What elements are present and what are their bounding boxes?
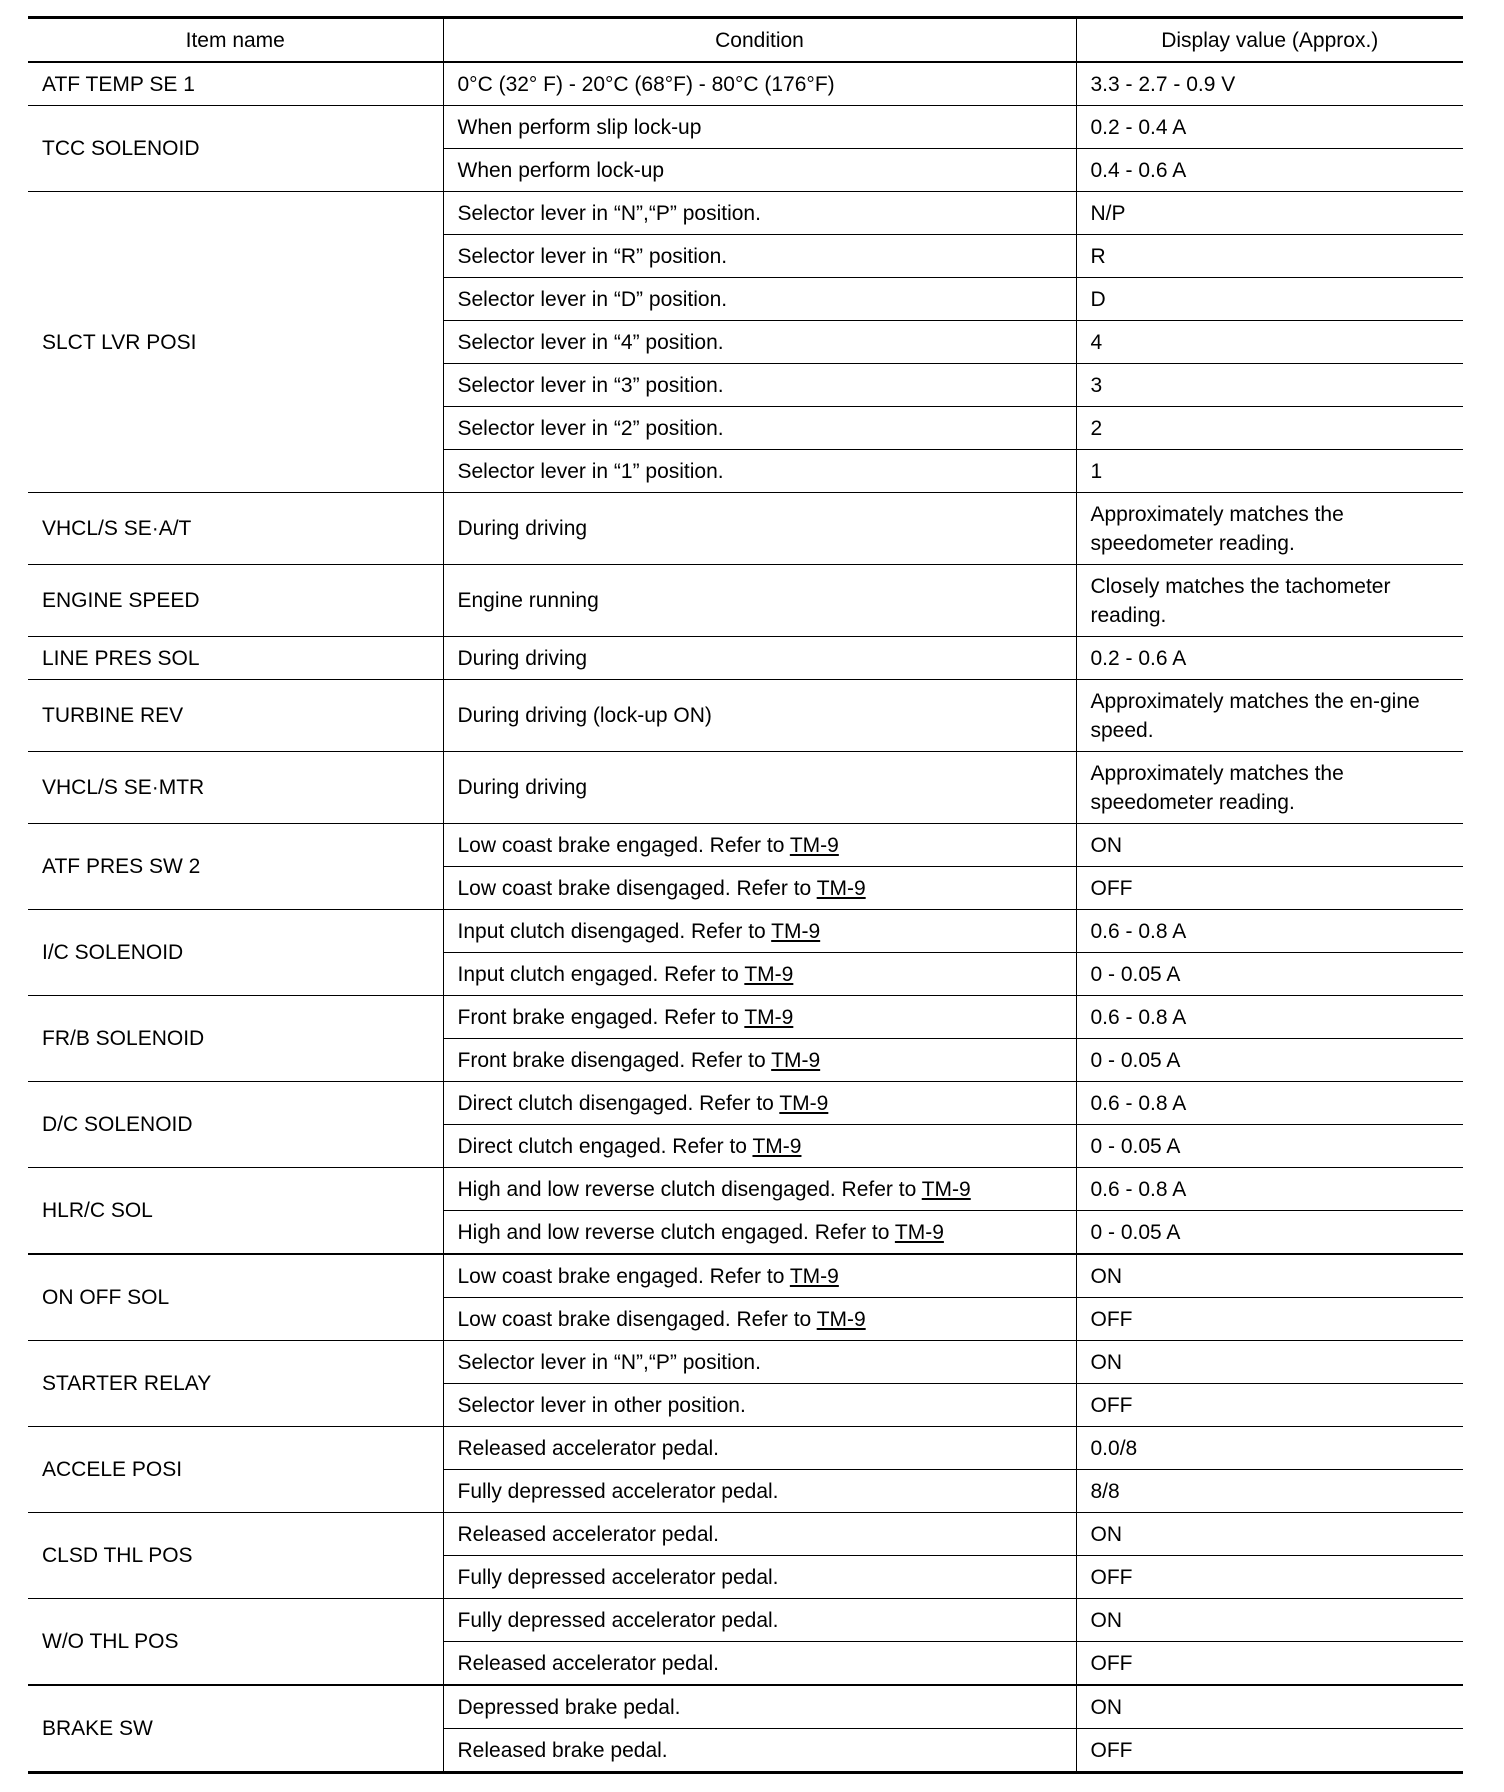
value-cell: D [1076,278,1463,321]
condition-text: Front brake engaged. Refer to [457,1005,739,1029]
table-row [28,1082,1463,1125]
reference-link[interactable]: TM-9 [744,962,794,986]
header-display-value: Display value (Approx.) [1076,18,1463,63]
condition-cell: Selector lever in “1” position. [443,450,1076,493]
condition-cell [443,996,1076,1039]
reference-link[interactable]: TM-9 [771,919,821,943]
table-row [28,1685,1463,1729]
table-row [28,1599,1463,1642]
value-cell: 0.6 - 0.8 A [1076,1082,1463,1125]
value-cell: 8/8 [1076,1470,1463,1513]
condition-cell: Selector lever in “3” position. [443,364,1076,407]
condition-cell: Fully depressed accelerator pedal. [443,1556,1076,1599]
item-name-cell: SLCT LVR POSI [28,192,443,493]
condition-cell: Released accelerator pedal. [443,1513,1076,1556]
condition-cell: Fully depressed accelerator pedal. [443,1470,1076,1513]
condition-cell: Fully depressed accelerator pedal. [443,1599,1076,1642]
condition-cell: Selector lever in “N”,“P” position. [443,1341,1076,1384]
value-cell: 1 [1076,450,1463,493]
value-cell: 2 [1076,407,1463,450]
item-name-cell: D/C SOLENOID [28,1082,443,1168]
condition-cell: During driving (lock-up ON) [443,680,1076,752]
item-name-cell: I/C SOLENOID [28,910,443,996]
table-row [28,996,1463,1039]
data-monitor-table-container [28,16,1463,1774]
condition-cell: Released accelerator pedal. [443,1642,1076,1686]
header-condition: Condition [443,18,1076,63]
condition-cell: Released brake pedal. [443,1729,1076,1773]
item-name-cell: CLSD THL POS [28,1513,443,1599]
table-row [28,637,1463,680]
condition-cell: During driving [443,752,1076,824]
reference-link[interactable]: TM-9 [752,1134,802,1158]
value-cell: Closely matches the tachometer reading. [1076,565,1463,637]
table-row [28,1513,1463,1556]
condition-text: High and low reverse clutch engaged. Refer to [457,1220,890,1244]
value-cell: ON [1076,824,1463,867]
condition-text: High and low reverse clutch disengaged. Refer to [457,1177,917,1201]
table-row [28,192,1463,235]
condition-cell: During driving [443,637,1076,680]
value-cell: OFF [1076,1298,1463,1341]
condition-text: Low coast brake engaged. Refer to [457,1264,785,1288]
condition-cell [443,867,1076,910]
condition-text: Input clutch engaged. Refer to [457,962,739,986]
condition-cell [443,1125,1076,1168]
value-cell: 0.6 - 0.8 A [1076,910,1463,953]
item-name-cell: ENGINE SPEED [28,565,443,637]
condition-text: Direct clutch engaged. Refer to [457,1134,747,1158]
reference-link[interactable]: TM-9 [894,1220,944,1244]
table-row [28,106,1463,149]
item-name-cell: ACCELE POSI [28,1427,443,1513]
reference-link[interactable]: TM-9 [789,833,839,857]
condition-cell [443,910,1076,953]
table-row [28,1341,1463,1384]
condition-text: Input clutch disengaged. Refer to [457,919,766,943]
header-row [28,18,1463,63]
item-name-cell: LINE PRES SOL [28,637,443,680]
condition-cell: Selector lever in “4” position. [443,321,1076,364]
reference-link[interactable]: TM-9 [921,1177,971,1201]
value-cell: 0.6 - 0.8 A [1076,1168,1463,1211]
value-cell: 0 - 0.05 A [1076,1211,1463,1255]
data-monitor-table [28,16,1463,1774]
value-cell: ON [1076,1513,1463,1556]
table-row [28,1254,1463,1298]
condition-cell [443,1168,1076,1211]
condition-cell: Engine running [443,565,1076,637]
table-row [28,680,1463,752]
item-name-cell: ON OFF SOL [28,1254,443,1341]
reference-link[interactable]: TM-9 [816,1307,866,1331]
reference-link[interactable]: TM-9 [771,1048,821,1072]
table-row [28,62,1463,106]
item-name-cell: BRAKE SW [28,1685,443,1773]
item-name-cell: W/O THL POS [28,1599,443,1686]
item-name-cell: STARTER RELAY [28,1341,443,1427]
table-row [28,910,1463,953]
value-cell: ON [1076,1599,1463,1642]
condition-cell: Selector lever in other position. [443,1384,1076,1427]
value-cell: R [1076,235,1463,278]
value-cell: 0.4 - 0.6 A [1076,149,1463,192]
value-cell: 0.6 - 0.8 A [1076,996,1463,1039]
condition-cell: 0°C (32° F) - 20°C (68°F) - 80°C (176°F) [443,62,1076,106]
table-row [28,565,1463,637]
reference-link[interactable]: TM-9 [744,1005,794,1029]
condition-text: Low coast brake disengaged. Refer to [457,1307,812,1331]
reference-link[interactable]: TM-9 [789,1264,839,1288]
value-cell: 0.2 - 0.4 A [1076,106,1463,149]
condition-text: Front brake disengaged. Refer to [457,1048,766,1072]
condition-text: Direct clutch disengaged. Refer to [457,1091,774,1115]
condition-cell: During driving [443,493,1076,565]
reference-link[interactable]: TM-9 [816,876,866,900]
table-row [28,752,1463,824]
value-cell: 0 - 0.05 A [1076,1039,1463,1082]
condition-cell [443,1039,1076,1082]
value-cell: 0.0/8 [1076,1427,1463,1470]
condition-cell: Selector lever in “N”,“P” position. [443,192,1076,235]
value-cell: 4 [1076,321,1463,364]
condition-cell [443,824,1076,867]
table-row [28,1168,1463,1211]
value-cell: N/P [1076,192,1463,235]
value-cell: ON [1076,1685,1463,1729]
condition-text: Low coast brake engaged. Refer to [457,833,785,857]
condition-cell: Released accelerator pedal. [443,1427,1076,1470]
value-cell: 3 [1076,364,1463,407]
item-name-cell: TURBINE REV [28,680,443,752]
table-row [28,1427,1463,1470]
value-cell: OFF [1076,1642,1463,1686]
condition-cell: When perform lock-up [443,149,1076,192]
reference-link[interactable]: TM-9 [779,1091,829,1115]
item-name-cell: TCC SOLENOID [28,106,443,192]
value-cell: Approximately matches the speedometer reading. [1076,493,1463,565]
value-cell: 0.2 - 0.6 A [1076,637,1463,680]
value-cell: ON [1076,1341,1463,1384]
value-cell: 3.3 - 2.7 - 0.9 V [1076,62,1463,106]
condition-cell [443,953,1076,996]
value-cell: OFF [1076,1729,1463,1773]
value-cell: 0 - 0.05 A [1076,953,1463,996]
condition-cell [443,1298,1076,1341]
condition-cell [443,1082,1076,1125]
value-cell: OFF [1076,867,1463,910]
item-name-cell: ATF PRES SW 2 [28,824,443,910]
value-cell: OFF [1076,1556,1463,1599]
item-name-cell: ATF TEMP SE 1 [28,62,443,106]
value-cell: 0 - 0.05 A [1076,1125,1463,1168]
item-name-cell: VHCL/S SE·MTR [28,752,443,824]
item-name-cell: FR/B SOLENOID [28,996,443,1082]
condition-cell: Selector lever in “2” position. [443,407,1076,450]
condition-cell [443,1254,1076,1298]
value-cell: OFF [1076,1384,1463,1427]
item-name-cell: VHCL/S SE·A/T [28,493,443,565]
table-row [28,493,1463,565]
condition-cell: Selector lever in “R” position. [443,235,1076,278]
value-cell: Approximately matches the speedometer reading. [1076,752,1463,824]
item-name-cell: HLR/C SOL [28,1168,443,1255]
table-row [28,824,1463,867]
value-cell: ON [1076,1254,1463,1298]
header-item-name: Item name [28,18,443,63]
value-cell: Approximately matches the en-gine speed. [1076,680,1463,752]
condition-cell: Depressed brake pedal. [443,1685,1076,1729]
condition-text: Low coast brake disengaged. Refer to [457,876,812,900]
condition-cell: Selector lever in “D” position. [443,278,1076,321]
condition-cell: When perform slip lock-up [443,106,1076,149]
condition-cell [443,1211,1076,1255]
